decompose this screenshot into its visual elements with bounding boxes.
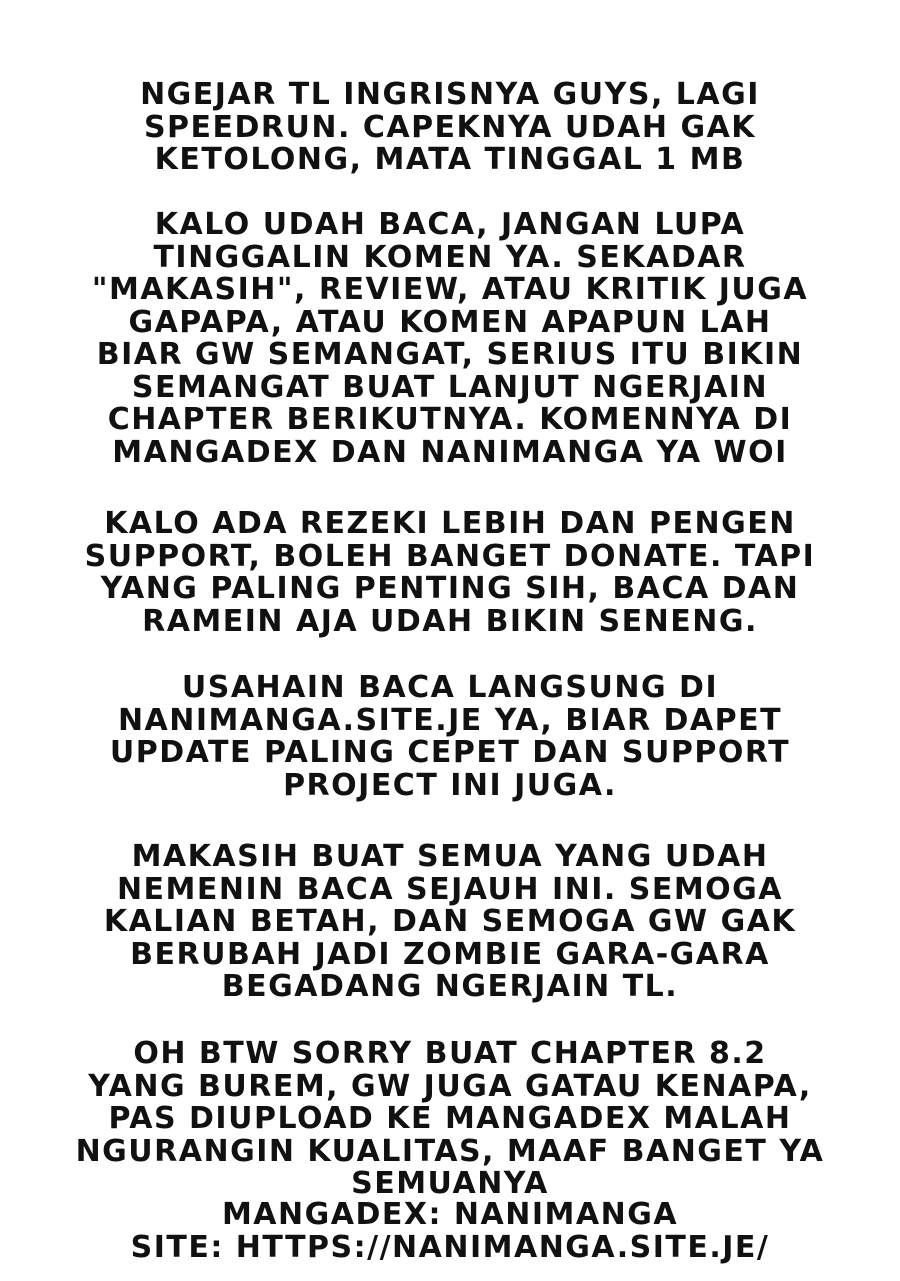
text-line: KALO UDAH BACA, JANGAN LUPA (154, 207, 746, 242)
text-line: YANG BUREM, GW JUGA GATAU KENAPA, (88, 1068, 812, 1104)
text-line: SEMUANYA (351, 1166, 549, 1201)
text-line: GAPAPA, ATAU KOMEN APAPUN LAH (128, 304, 772, 340)
text-line: KALO ADA REZEKI LEBIH DAN PENGEN (104, 506, 796, 541)
text-line: CHAPTER BERIKUTNYA. KOMENNYA DI (107, 402, 793, 437)
text-line: NGURANGIN KUALITAS, MAAF BANGET YA (75, 1133, 825, 1169)
site-url: SITE: HTTPS://NANIMANGA.SITE.JE/ (130, 1229, 770, 1265)
text-line: PROJECT INI JUGA. (283, 767, 617, 803)
text-line: NEMENIN BACA SEJAUH INI. SEMOGA (116, 871, 784, 907)
note-paragraph-apology (40, 1038, 860, 1201)
text-line: NGEJAR TL INGRISNYA GUYS, LAGI (140, 77, 760, 112)
note-paragraph-thanks (40, 841, 860, 1004)
text-line: KALIAN BETAH, DAN SEMOGA GW GAK (103, 904, 797, 939)
text-line: TINGGALIN KOMEN YA. SEKADAR (153, 239, 747, 275)
note-paragraph-donate (40, 508, 860, 638)
text-line: YANG PALING PENTING SIH, BACA DAN (100, 571, 800, 606)
text-line: PAS DIUPLOAD KE MANGADEX MALAH (108, 1101, 792, 1136)
text-line: UPDATE PALING CEPET DAN SUPPORT (109, 735, 791, 770)
text-line: "MAKASIH", REVIEW, ATAU KRITIK JUGA (91, 272, 809, 307)
mangadex-credit: MANGADEX: NANIMANGA (221, 1197, 679, 1232)
note-paragraph-comment-request (40, 209, 860, 469)
text-line: BEGADANG NGERJAIN TL. (221, 969, 679, 1004)
text-line: KETOLONG, MATA TINGGAL 1 MB (154, 142, 746, 177)
text-line: RAMEIN AJA UDAH BIKIN SENENG. (142, 603, 758, 639)
text-line: MAKASIH BUAT SEMUA YANG UDAH (131, 839, 769, 874)
text-line: OH BTW SORRY BUAT CHAPTER 8.2 (133, 1036, 767, 1071)
text-line: BIAR GW SEMANGAT, SERIUS ITU BIKIN (96, 337, 804, 372)
text-line: SPEEDRUN. CAPEKNYA UDAH GAK (143, 109, 757, 145)
note-paragraph-read-site (40, 672, 860, 802)
note-paragraph-links (40, 1199, 860, 1264)
text-line: NANIMANGA.SITE.JE YA, BIAR DAPET (117, 702, 783, 738)
note-paragraph-speedrun (40, 79, 860, 177)
text-line: MANGADEX DAN NANIMANGA YA WOI (112, 434, 788, 470)
text-line: BERUBAH JADI ZOMBIE GARA-GARA (130, 936, 770, 972)
text-line: SUPPORT, BOLEH BANGET DONATE. TAPI (84, 538, 816, 574)
text-line: SEMANGAT BUAT LANJUT NGERJAIN (131, 369, 769, 405)
text-line: USAHAIN BACA LANGSUNG DI (181, 670, 719, 705)
